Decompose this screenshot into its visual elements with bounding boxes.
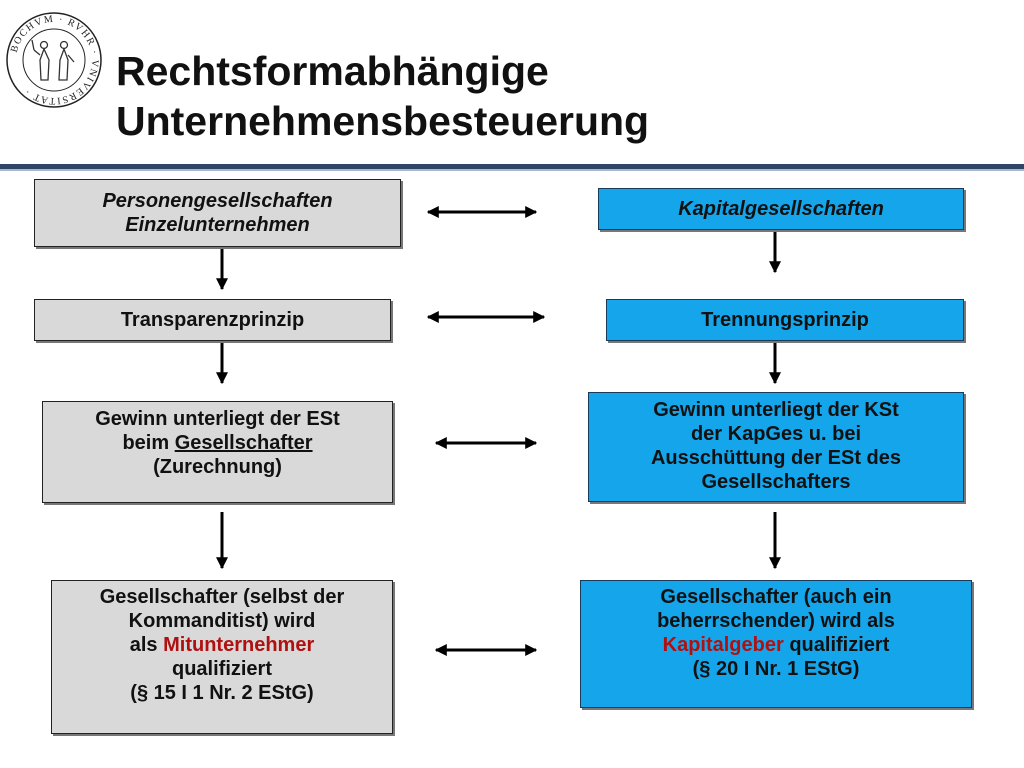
box-left-4-line-5: (§ 15 I 1 Nr. 2 EStG) xyxy=(130,682,314,704)
box-left-4-line-4: qualifiziert xyxy=(171,658,272,680)
box-right-3-line-4: Gesellschafters xyxy=(701,471,851,493)
title-line-2: Unternehmensbesteuerung xyxy=(116,98,650,144)
box-right-4-line-2: beherrschender) wird als xyxy=(657,610,895,632)
box-right-2-text: Trennungsprinzip xyxy=(701,309,869,331)
box-left-4-line-3-a: als xyxy=(129,634,164,656)
box-right-3-line-3: Ausschüttung der ESt des xyxy=(650,447,902,469)
box-left-3-line-3: (Zurechnung) xyxy=(153,456,282,478)
box-left-3-line-2-b: Gesellschafter xyxy=(174,432,313,454)
box-right-3-line-1: Gewinn unterliegt der KSt xyxy=(653,399,899,421)
box-left-1-line-1: Personengesellschaften xyxy=(102,190,333,212)
box-right-4-line-4: (§ 20 I Nr. 1 EStG) xyxy=(692,658,860,680)
box-left-4-line-2: Kommanditist) wird xyxy=(128,610,316,632)
box-left-3-line-1: Gewinn unterliegt der ESt xyxy=(95,408,340,430)
box-right-4-line-3-b: qualifiziert xyxy=(783,634,890,656)
box-right-1-text: Kapitalgesellschaften xyxy=(678,198,884,220)
box-left-2-text: Transparenzprinzip xyxy=(120,309,305,331)
box-left-1-line-2: Einzelunternehmen xyxy=(125,214,310,236)
box-right-3-line-2: der KapGes u. bei xyxy=(690,423,862,445)
svg-text:BOCHVM · RVHR · VNIVERSITAT ·: BOCHVM · RVHR · VNIVERSITAT · xyxy=(8,13,101,107)
box-left-4-line-1: Gesellschafter (selbst der xyxy=(99,586,345,608)
box-left-3-line-2-a: beim xyxy=(122,432,175,454)
box-right-4-line-1: Gesellschafter (auch ein xyxy=(660,586,892,608)
box-right-4-line-3-a: Kapitalgeber xyxy=(662,634,784,656)
box-left-4-line-3-b: Mitunternehmer xyxy=(163,634,315,656)
title-line-1: Rechtsformabhängige xyxy=(116,48,549,94)
